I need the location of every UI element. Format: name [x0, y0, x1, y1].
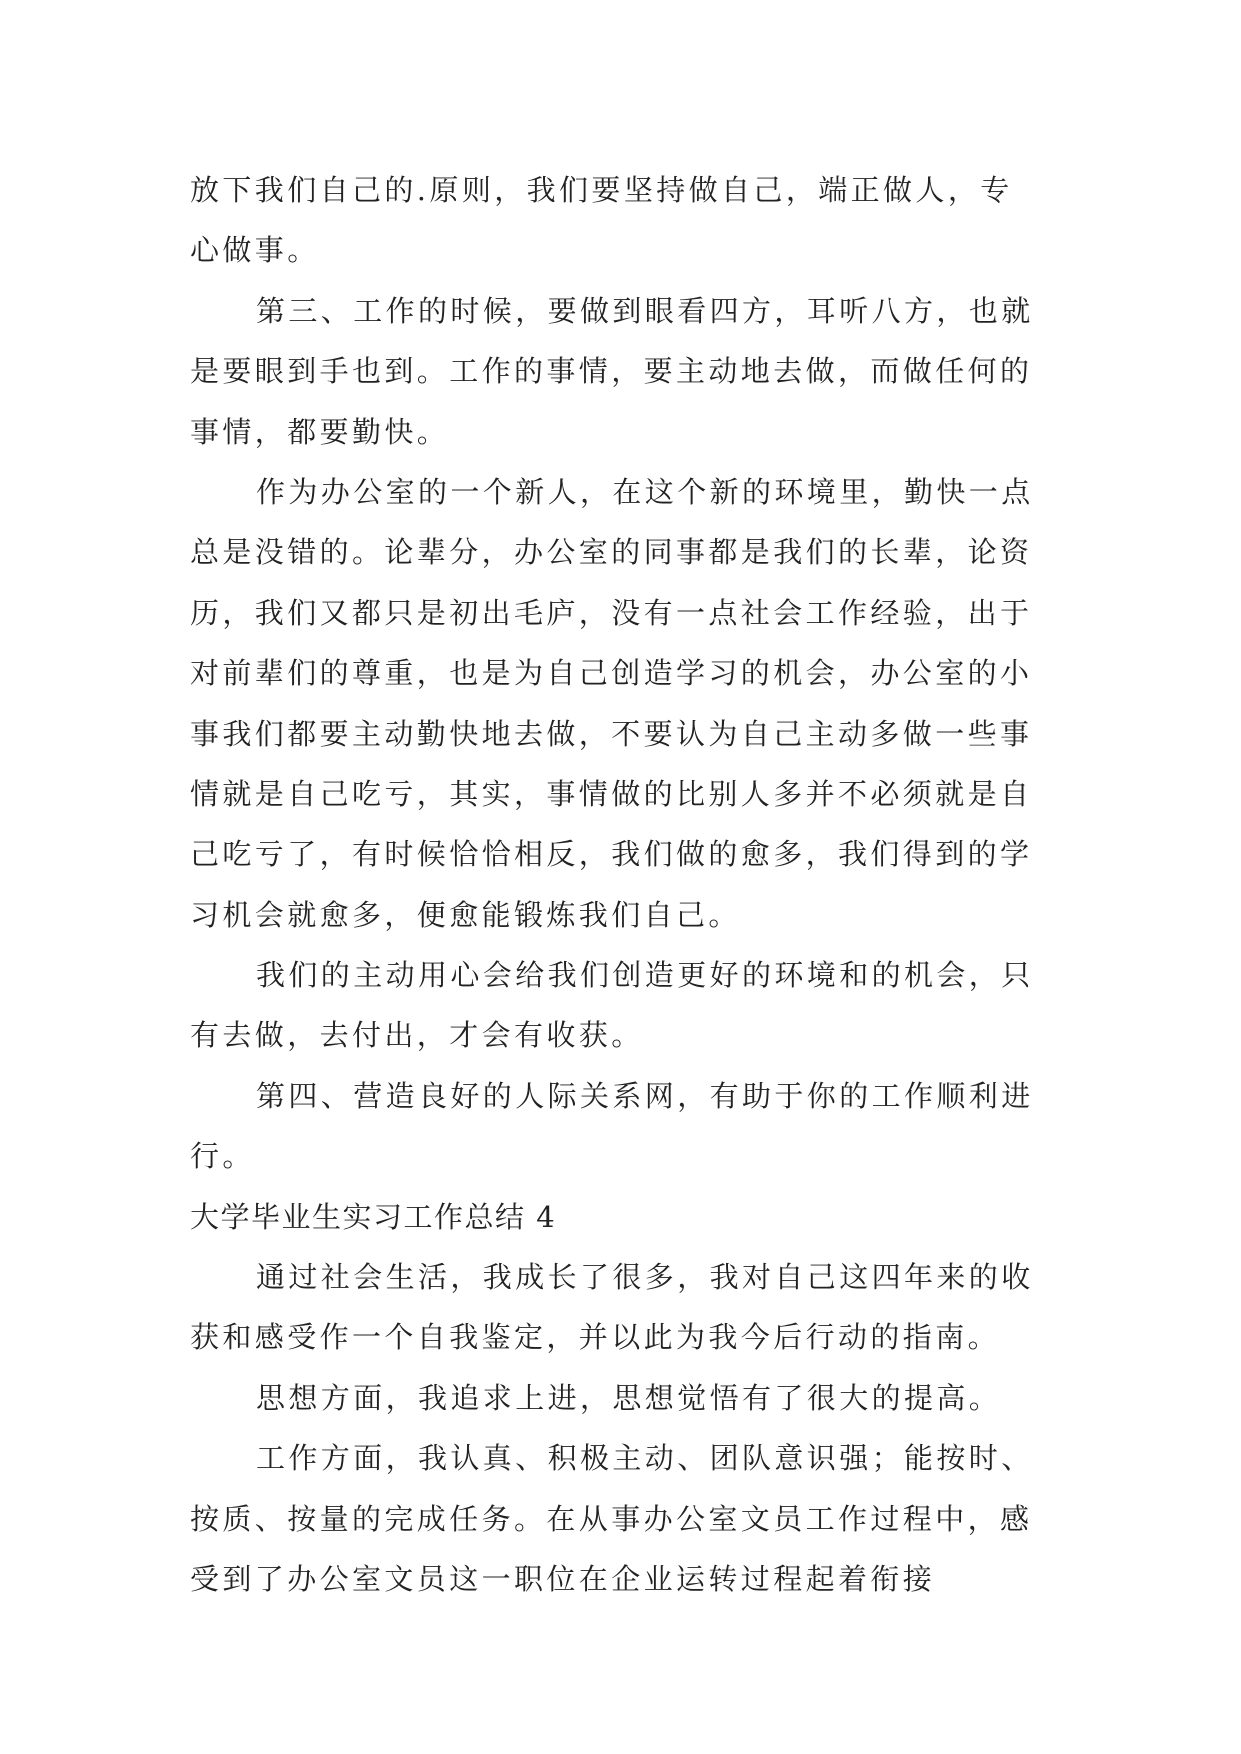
- text-line: 放下我们自己的.原则，我们要坚持做自己，端正做人，专: [190, 173, 1013, 207]
- paragraph-start-line: 通过社会生活，我成长了很多，我对自己这四年来的收: [256, 1260, 1034, 1295]
- text-line: 事情，都要勤快。: [190, 414, 450, 449]
- paragraph-start-line: 工作方面，我认真、积极主动、团队意识强；能按时、: [256, 1441, 1034, 1476]
- text-line: 有去做，去付出，才会有收获。: [190, 1018, 644, 1053]
- text-line: 按质、按量的完成任务。在从事办公室文员工作过程中，感: [190, 1501, 1033, 1536]
- paragraph-start-line: 我们的主动用心会给我们创造更好的环境和的机会，只: [256, 958, 1034, 993]
- text-line: 历，我们又都只是初出毛庐，没有一点社会工作经验，出于: [190, 595, 1033, 630]
- section-heading: 大学毕业生实习工作总结 4: [190, 1199, 557, 1234]
- text-line: 情就是自己吃亏，其实，事情做的比别人多并不必须就是自: [190, 776, 1033, 811]
- text-line: 受到了办公室文员这一职位在企业运转过程起着衔接: [190, 1561, 936, 1596]
- paragraph-start-line: 思想方面，我追求上进，思想觉悟有了很大的提高。: [256, 1380, 1002, 1415]
- text-line: 心做事。: [190, 233, 320, 268]
- paragraph-start-line: 作为办公室的一个新人，在这个新的环境里，勤快一点: [256, 474, 1034, 509]
- paragraph-start-line: 第四、营造良好的人际关系网，有助于你的工作顺利进: [256, 1078, 1034, 1113]
- text-line: 对前辈们的尊重，也是为自己创造学习的机会，办公室的小: [190, 656, 1033, 691]
- text-line: 是要眼到手也到。工作的事情，要主动地去做，而做任何的: [190, 354, 1033, 389]
- text-line: 总是没错的。论辈分，办公室的同事都是我们的长辈，论资: [190, 535, 1033, 570]
- text-line: 事我们都要主动勤快地去做，不要认为自己主动多做一些事: [190, 716, 1033, 751]
- text-line: 习机会就愈多，便愈能锻炼我们自己。: [190, 897, 741, 932]
- text-line: 获和感受作一个自我鉴定，并以此为我今后行动的指南。: [190, 1320, 1001, 1355]
- document-body: [190, 160, 1050, 1609]
- text-line: 行。: [190, 1139, 255, 1174]
- text-line: 己吃亏了，有时候恰恰相反，我们做的愈多，我们得到的学: [190, 837, 1033, 872]
- paragraph-start-line: 第三、工作的时候，要做到眼看四方，耳听八方，也就: [256, 293, 1034, 328]
